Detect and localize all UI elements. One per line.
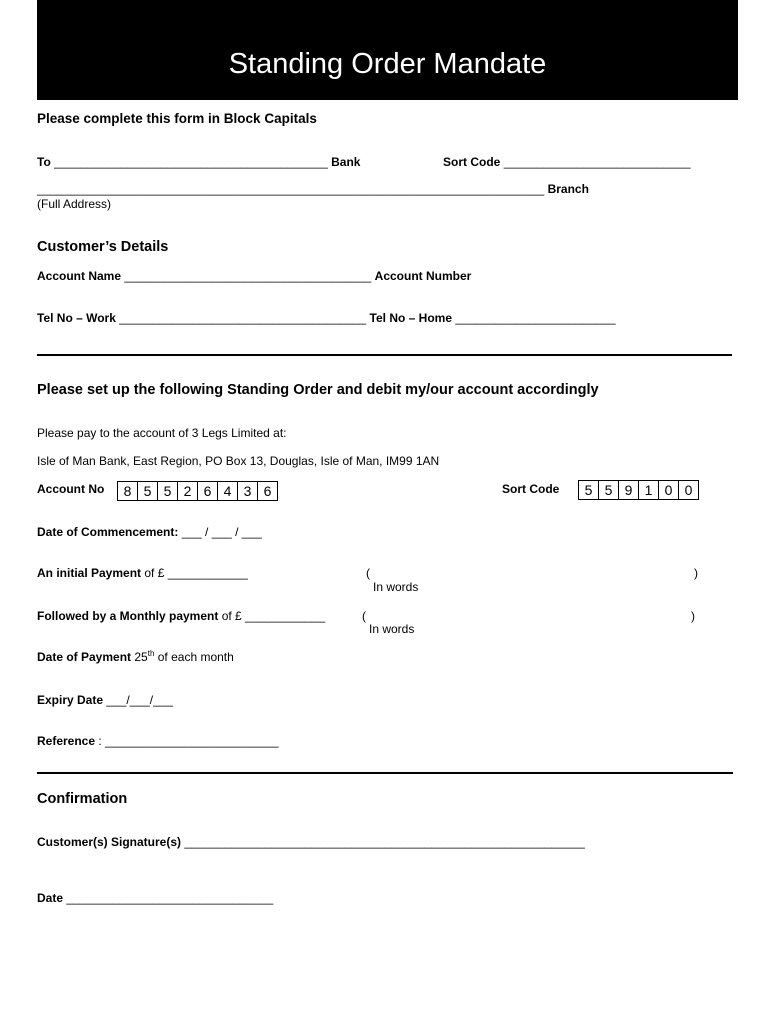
account-no-digit: 4: [218, 482, 238, 500]
tel-row: [37, 311, 616, 325]
sort-code-digit: 1: [639, 481, 659, 499]
reference-row: [37, 734, 279, 748]
sort-code-digit: 5: [579, 481, 599, 499]
commencement-row: [37, 525, 262, 539]
to-bank-row: [37, 155, 360, 169]
confirmation-date-field[interactable]: _______________________________: [66, 891, 274, 905]
expiry-date-label: Expiry Date: [37, 693, 104, 707]
block-capitals-instruction: Please complete this form in Block Capitals: [37, 111, 317, 126]
to-label: To: [37, 155, 51, 169]
initial-in-words-label: In words: [373, 580, 419, 594]
account-no-digit: 2: [178, 482, 198, 500]
to-bank-field[interactable]: _________________________________________: [54, 155, 328, 169]
monthly-words-open-paren: (: [362, 609, 366, 623]
bank-sort-code-label: Sort Code: [443, 155, 501, 169]
monthly-payment-row: [37, 609, 325, 623]
standing-order-heading: Please set up the following Standing Order and debit my/our account accordingly: [37, 382, 599, 398]
tel-work-label: Tel No – Work: [37, 311, 116, 325]
confirmation-date-row: [37, 891, 273, 905]
expiry-date-row: [37, 693, 173, 707]
account-number-label: Account Number: [374, 269, 472, 283]
payment-day-suffix: th: [147, 649, 155, 658]
sort-code-digit: 0: [659, 481, 679, 499]
bank-sort-code-field[interactable]: ____________________________: [503, 155, 691, 169]
initial-payment-field[interactable]: of £ ____________: [144, 566, 248, 580]
account-no-digit: 5: [158, 482, 178, 500]
payee-sort-code-label: Sort Code: [502, 482, 560, 496]
full-address-label: (Full Address): [37, 197, 112, 211]
account-no-digit: 8: [118, 482, 138, 500]
sort-code-digit: 9: [619, 481, 639, 499]
address-field[interactable]: ____________________________________________________________________________: [37, 182, 545, 196]
initial-payment-row: [37, 566, 248, 580]
account-no-label: Account No: [37, 482, 105, 496]
account-name-label: Account Name: [37, 269, 122, 283]
payment-date-label: Date of Payment: [37, 650, 132, 664]
form-title: Standing Order Mandate: [228, 48, 547, 80]
account-no-digit: 5: [138, 482, 158, 500]
monthly-in-words-label: In words: [369, 622, 415, 636]
tel-home-label: Tel No – Home: [369, 311, 452, 325]
sort-code-digit: 0: [684, 482, 693, 498]
title-banner: [37, 0, 738, 100]
monthly-payment-label: Followed by a Monthly payment: [37, 609, 219, 623]
confirmation-heading: Confirmation: [37, 791, 128, 807]
branch-label: Branch: [547, 182, 589, 196]
account-no-boxes: [117, 481, 278, 501]
initial-payment-label: An initial Payment: [37, 566, 142, 580]
section-divider: [37, 772, 733, 774]
bank-label: Bank: [331, 155, 361, 169]
signature-field[interactable]: ____________________________________________________________: [184, 835, 585, 849]
commencement-label: Date of Commencement:: [37, 525, 179, 539]
payment-date-row: [37, 650, 234, 664]
customer-details-heading: Customer’s Details: [37, 239, 169, 255]
payee-bank-address: Isle of Man Bank, East Region, PO Box 13, Douglas, Isle of Man, IM99 1AN: [37, 454, 440, 468]
section-divider: [37, 354, 732, 356]
address-row: [37, 182, 589, 196]
account-no-digit: 3: [238, 482, 258, 500]
reference-label: Reference: [37, 734, 96, 748]
expiry-date-field[interactable]: ___/___/___: [106, 693, 174, 707]
monthly-words-close-paren: ): [691, 609, 695, 623]
confirmation-date-label: Date: [37, 891, 64, 905]
account-no-digit: 6: [263, 483, 272, 499]
commencement-date-field[interactable]: ___ / ___ / ___: [181, 525, 262, 539]
pay-to-text: Please pay to the account of 3 Legs Limited at:: [37, 426, 287, 440]
reference-field[interactable]: : __________________________: [98, 734, 279, 748]
initial-words-open-paren: (: [366, 566, 370, 580]
monthly-payment-field[interactable]: of £ ____________: [221, 609, 326, 623]
bank-sort-code-row: [443, 155, 691, 169]
signature-label: Customer(s) Signature(s): [37, 835, 182, 849]
account-name-row: [37, 269, 471, 283]
signature-row: [37, 835, 585, 849]
initial-words-close-paren: ): [694, 566, 698, 580]
account-name-field[interactable]: _____________________________________: [124, 269, 372, 283]
sort-code-digit: 5: [599, 481, 619, 499]
tel-work-field[interactable]: _____________________________________: [119, 311, 367, 325]
payment-date-rest: of each month: [157, 650, 234, 664]
account-no-digit: 6: [198, 482, 218, 500]
tel-home-field[interactable]: ________________________: [455, 311, 616, 325]
sort-code-boxes: [578, 480, 699, 500]
payment-day: 25: [134, 650, 148, 664]
